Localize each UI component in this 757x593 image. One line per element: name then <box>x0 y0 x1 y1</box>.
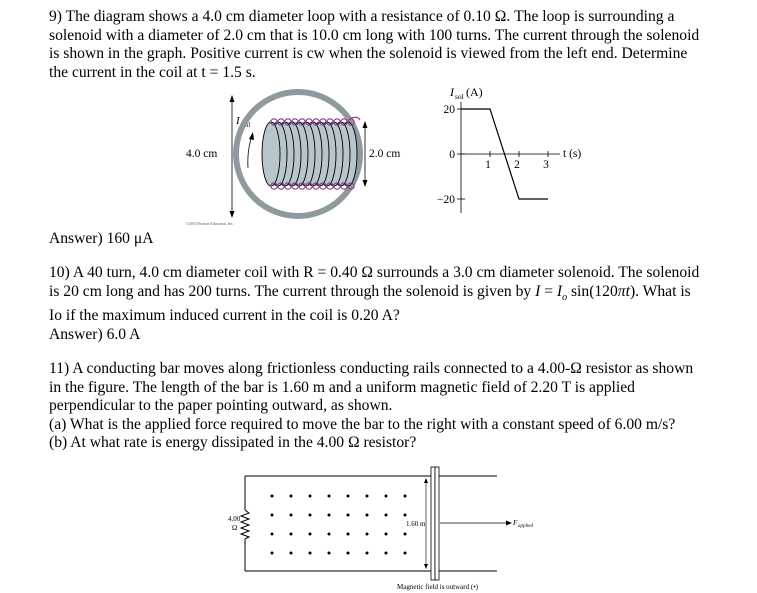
field-dot <box>366 533 369 536</box>
q9-answer: Answer) 160 μA <box>49 230 154 247</box>
force-symbol: F <box>513 518 518 527</box>
field-dot <box>271 533 274 536</box>
graph-y-tick-label: 0 <box>449 149 455 161</box>
field-dot <box>309 514 312 517</box>
field-dot <box>404 552 407 555</box>
field-dot <box>271 495 274 498</box>
field-dot <box>271 552 274 555</box>
field-dot <box>385 533 388 536</box>
field-dot <box>385 514 388 517</box>
field-dot <box>271 514 274 517</box>
q9-line-4: the current in the coil at t = 1.5 s. <box>49 63 256 81</box>
graph-x-tick-label: 2 <box>514 159 520 171</box>
field-dot <box>328 533 331 536</box>
field-dot <box>290 552 293 555</box>
force-subscript: applied <box>518 524 533 529</box>
solenoid-diameter-label: 2.0 cm <box>369 148 401 160</box>
q11-line-1: 11) A conducting bar moves along frictionless conducting rails connected to a 4.00-Ω resistor as shown <box>49 360 694 377</box>
field-dot <box>404 514 407 517</box>
field-dot <box>328 552 331 555</box>
field-dot <box>290 533 293 536</box>
graph-y-unit: (A) <box>466 85 483 99</box>
q10-line-3: Io if the maximum induced current in the coil is 0.20 A? <box>49 307 400 325</box>
graph-x-tick-label: 1 <box>485 159 491 171</box>
field-dot <box>309 533 312 536</box>
q11-line-4: (a) What is the applied force required to move the bar to the right with a constant speed of 6.00 m/s? <box>49 415 676 433</box>
field-dot <box>366 495 369 498</box>
field-dot <box>347 514 350 517</box>
field-dot <box>404 533 407 536</box>
q11-line-3: perpendicular to the paper pointing outward, as shown. <box>49 397 393 414</box>
q10-line-2: is 20 cm long and has 200 turns. The current through the solenoid is given by $I = I_o$ sin(120πt). What is <box>49 282 691 303</box>
copyright-text: ©2010 Pearson Education, Inc. <box>186 222 234 226</box>
graph-y-title: I <box>450 85 454 99</box>
q10-line-1: 10) A 40 turn, 4.0 cm diameter coil with R = 0.40 Ω surrounds a 3.0 cm diameter solenoid. The solenoid <box>49 264 700 281</box>
graph-x-tick-label: 3 <box>543 159 549 171</box>
loop-diameter-label: 4.0 cm <box>186 148 218 160</box>
field-dot <box>290 514 293 517</box>
field-dot <box>347 533 350 536</box>
graph-y-tick-label: −20 <box>437 194 455 206</box>
field-dot <box>385 495 388 498</box>
graph-y-title-sub: sol <box>455 92 464 101</box>
field-dot <box>366 514 369 517</box>
graph-y-tick-label: 20 <box>443 104 455 116</box>
field-dot <box>385 552 388 555</box>
q11-line-5: (b) At what rate is energy dissipated in the 4.00 Ω resistor? <box>49 434 417 451</box>
field-dot <box>404 495 407 498</box>
graph-x-label: t (s) <box>563 148 582 160</box>
q9-line-3: is shown in the graph. Positive current is cw when the solenoid is viewed from the left end. Determine <box>49 45 688 62</box>
q9-line-2: solenoid with a diameter of 2.0 cm that is 10.0 cm long with 100 turns. The current through the solenoid <box>49 26 700 44</box>
field-caption: Magnetic field is outward (•) <box>397 583 478 591</box>
resistor-label-value: 4.00 <box>228 515 241 523</box>
q10-answer: Answer) 6.0 A <box>49 325 141 343</box>
field-dot <box>347 495 350 498</box>
resistor-symbol <box>241 510 249 539</box>
field-dot <box>290 495 293 498</box>
magnetic-field-dots <box>271 495 407 555</box>
field-dot <box>309 495 312 498</box>
field-dot <box>347 552 350 555</box>
field-dot <box>366 552 369 555</box>
field-dot <box>309 552 312 555</box>
field-dot <box>328 514 331 517</box>
q9-line-1: 9) The diagram shows a 4.0 cm diameter loop with a resistance of 0.10 Ω. The loop is surrounding a <box>49 8 675 25</box>
isol-subscript: sol <box>242 121 251 129</box>
isol-symbol: I <box>236 115 240 127</box>
q11-line-2: in the figure. The length of the bar is 1.60 m and a uniform magnetic field of 2.20 T is applied <box>49 378 635 396</box>
conducting-bar <box>431 467 439 580</box>
field-dot <box>328 495 331 498</box>
resistor-label-unit: Ω <box>232 524 238 532</box>
bar-length-label: 1.60 m <box>406 520 426 528</box>
